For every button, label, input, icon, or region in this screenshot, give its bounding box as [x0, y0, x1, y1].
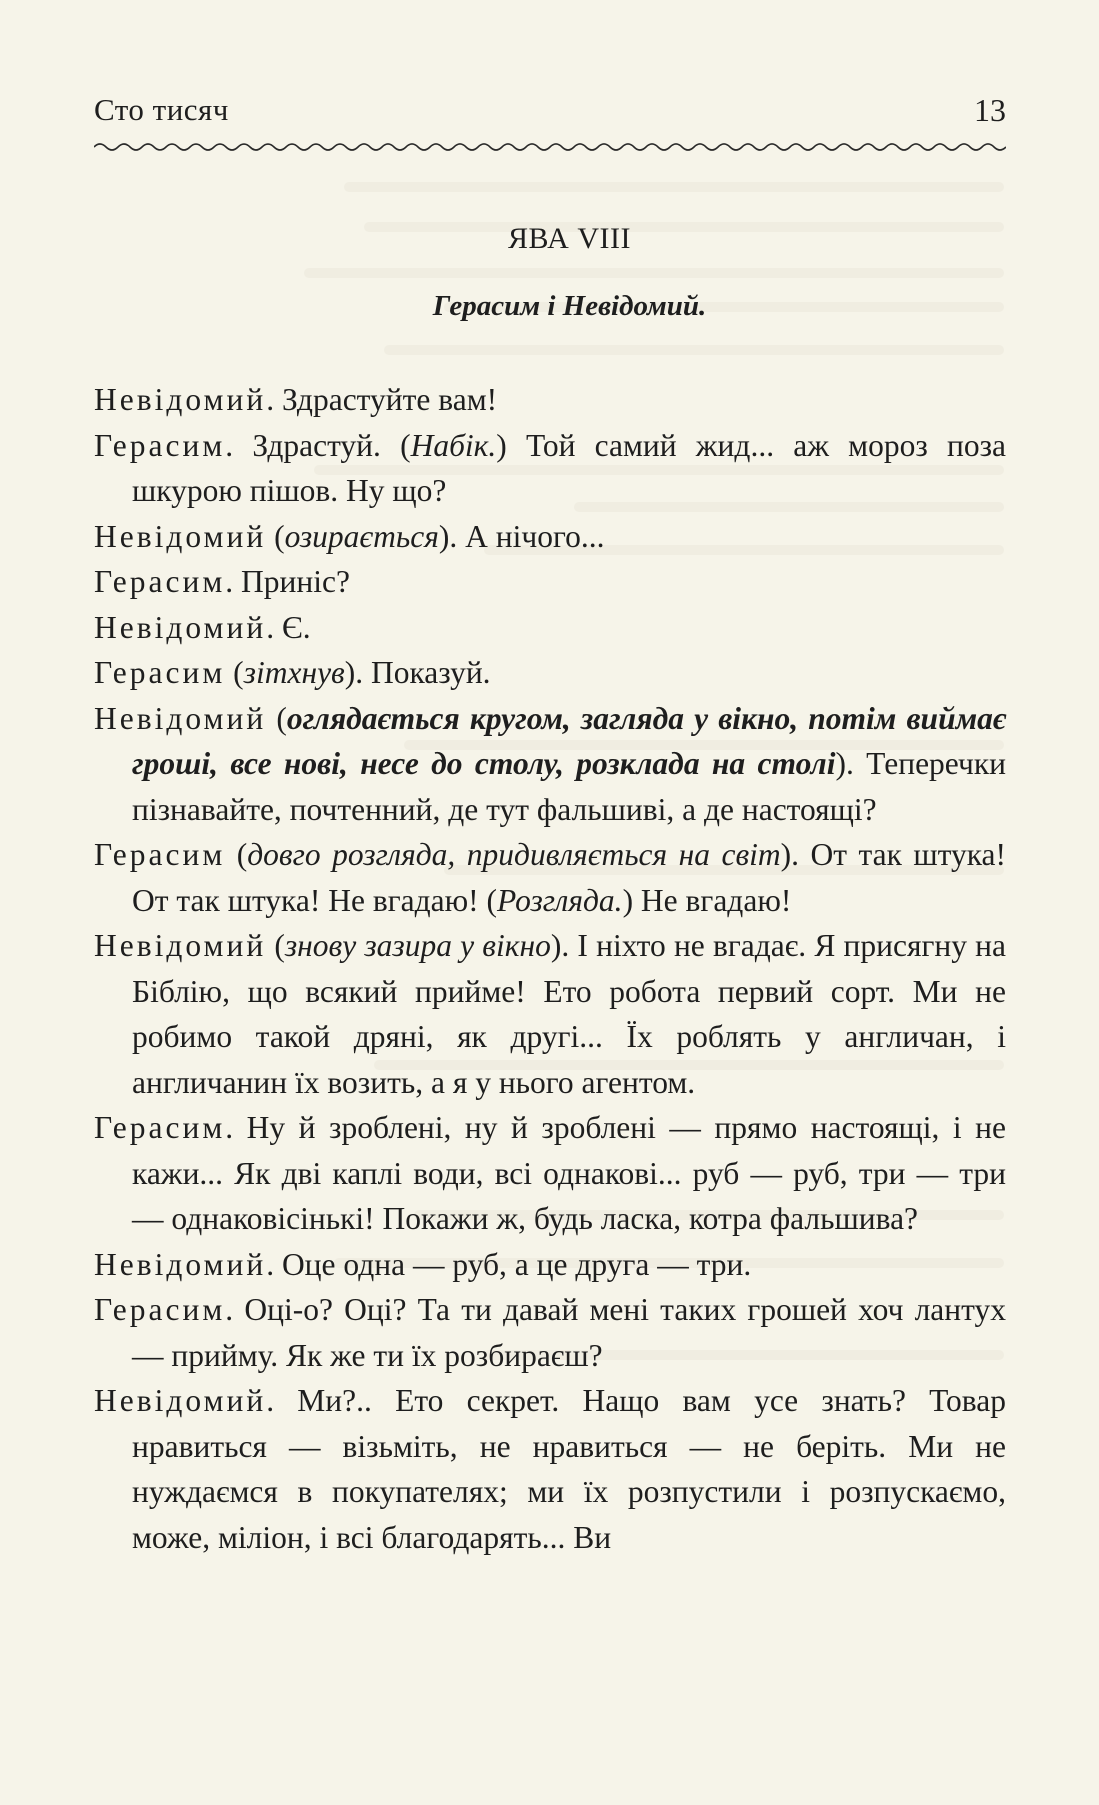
speaker-name: Невідомий [94, 518, 267, 554]
stage-direction: озирається [284, 518, 439, 554]
dialogue-line [94, 832, 1006, 923]
dialogue-line [94, 514, 1006, 560]
speech-text: . Здрастуйте вам! [266, 382, 498, 417]
stage-direction: зітхнув [243, 655, 345, 690]
speech-text: ). Теперечки пізнавайте, почтенний, де тут фальшиві, а де настоящі? [132, 746, 1006, 827]
speaker-name: Герасим [94, 1110, 226, 1145]
speaker-name: Герасим [94, 427, 226, 463]
speech-text: ). І ніхто не вгадає. Я присягну на Біблію, що всякий прийме! Ето робота первий сорт. Ми не робимо такой дряні, як другі... Їх роблять у англичан, і англичанин їх возить, а я у нього агентом. [132, 928, 1007, 1100]
speaker-name: Герасим [94, 564, 226, 599]
dialogue [94, 377, 1006, 1560]
speaker-name: Невідомий [94, 609, 267, 645]
speaker-name: Невідомий [94, 382, 267, 417]
speaker-name: Невідомий [94, 928, 267, 963]
dialogue-line [94, 423, 1006, 514]
stage-direction: оглядається кругом, загляда у вікно, потім виймає гроші, все нові, несе до столу, розклада на столі [132, 700, 1006, 781]
page-number: 13 [974, 92, 1006, 128]
stage-direction: знову зазира у вікно [284, 928, 551, 963]
speech-text: ( [225, 655, 244, 690]
scene-characters: Герасим і Невідомий. [432, 290, 707, 322]
speech-text: ( [266, 518, 285, 554]
speech-text: ) Не вгадаю! [622, 882, 792, 918]
stage-direction: довго розгляда, придивляється на світ [247, 837, 781, 872]
speech-text: ). Показуй. [344, 655, 491, 690]
speech-text: ( [266, 928, 285, 963]
speech-text: . Є. [266, 609, 311, 645]
dialogue-line [94, 923, 1006, 1105]
speech-text: . Оце одна — руб, а це друга — три. [266, 1246, 752, 1282]
speaker-name: Герасим [94, 655, 226, 690]
speech-text: ) Той самий жид... аж мороз поза шкурою пішов. Ну що? [132, 427, 1006, 508]
speaker-name: Герасим [94, 837, 226, 872]
running-title: Сто тисяч [94, 92, 229, 127]
speech-text: . Приніс? [225, 564, 350, 599]
stage-direction: Набік. [410, 427, 497, 463]
speech-text: ( [225, 837, 248, 872]
speech-text: . Здрастуй. ( [225, 427, 411, 463]
speech-text: ). А нічого... [438, 518, 605, 554]
dialogue-line [94, 1287, 1006, 1378]
speaker-name: Невідомий [94, 1246, 267, 1282]
running-header [94, 92, 1006, 132]
dialogue-line [94, 1378, 1006, 1560]
speaker-name: Невідомий [94, 1383, 267, 1418]
scene-title: ЯВА VIII [508, 222, 631, 255]
dialogue-line [94, 1242, 1006, 1288]
wavy-divider [94, 139, 1006, 155]
stage-direction: Розгляда. [497, 882, 623, 918]
speech-text: . Оці-о? Оці? Та ти давай мені таких грошей хоч лантух — прийму. Як же ти їх розбираєш? [132, 1292, 1006, 1373]
speaker-name: Герасим [94, 1292, 226, 1327]
speech-text: . Ми?.. Ето секрет. Нащо вам усе знать? Товар нравиться — візьміть, не нравиться — не беріть. Ми не нуждаємся в покупателях; ми їх розпустили і розпускаємо, може, міліон, і всі благодарять... Ви [132, 1383, 1006, 1555]
speech-text: . Ну й зроблені, ну й зроблені — прямо настоящі, і не кажи... Як дві каплі води, всі однакові... руб — руб, три — три — однаковісінькі! Покажи ж, будь ласка, котра фальшива? [132, 1110, 1006, 1236]
speech-text: ). От так штука! От так штука! Не вгадаю! ( [132, 837, 1006, 918]
dialogue-line [94, 650, 1006, 696]
dialogue-line [94, 1105, 1006, 1242]
dialogue-line [94, 559, 1006, 605]
dialogue-line [94, 377, 1006, 423]
speaker-name: Невідомий [94, 700, 267, 736]
dialogue-line [94, 605, 1006, 651]
dialogue-line [94, 696, 1006, 833]
speech-text: ( [266, 700, 287, 736]
